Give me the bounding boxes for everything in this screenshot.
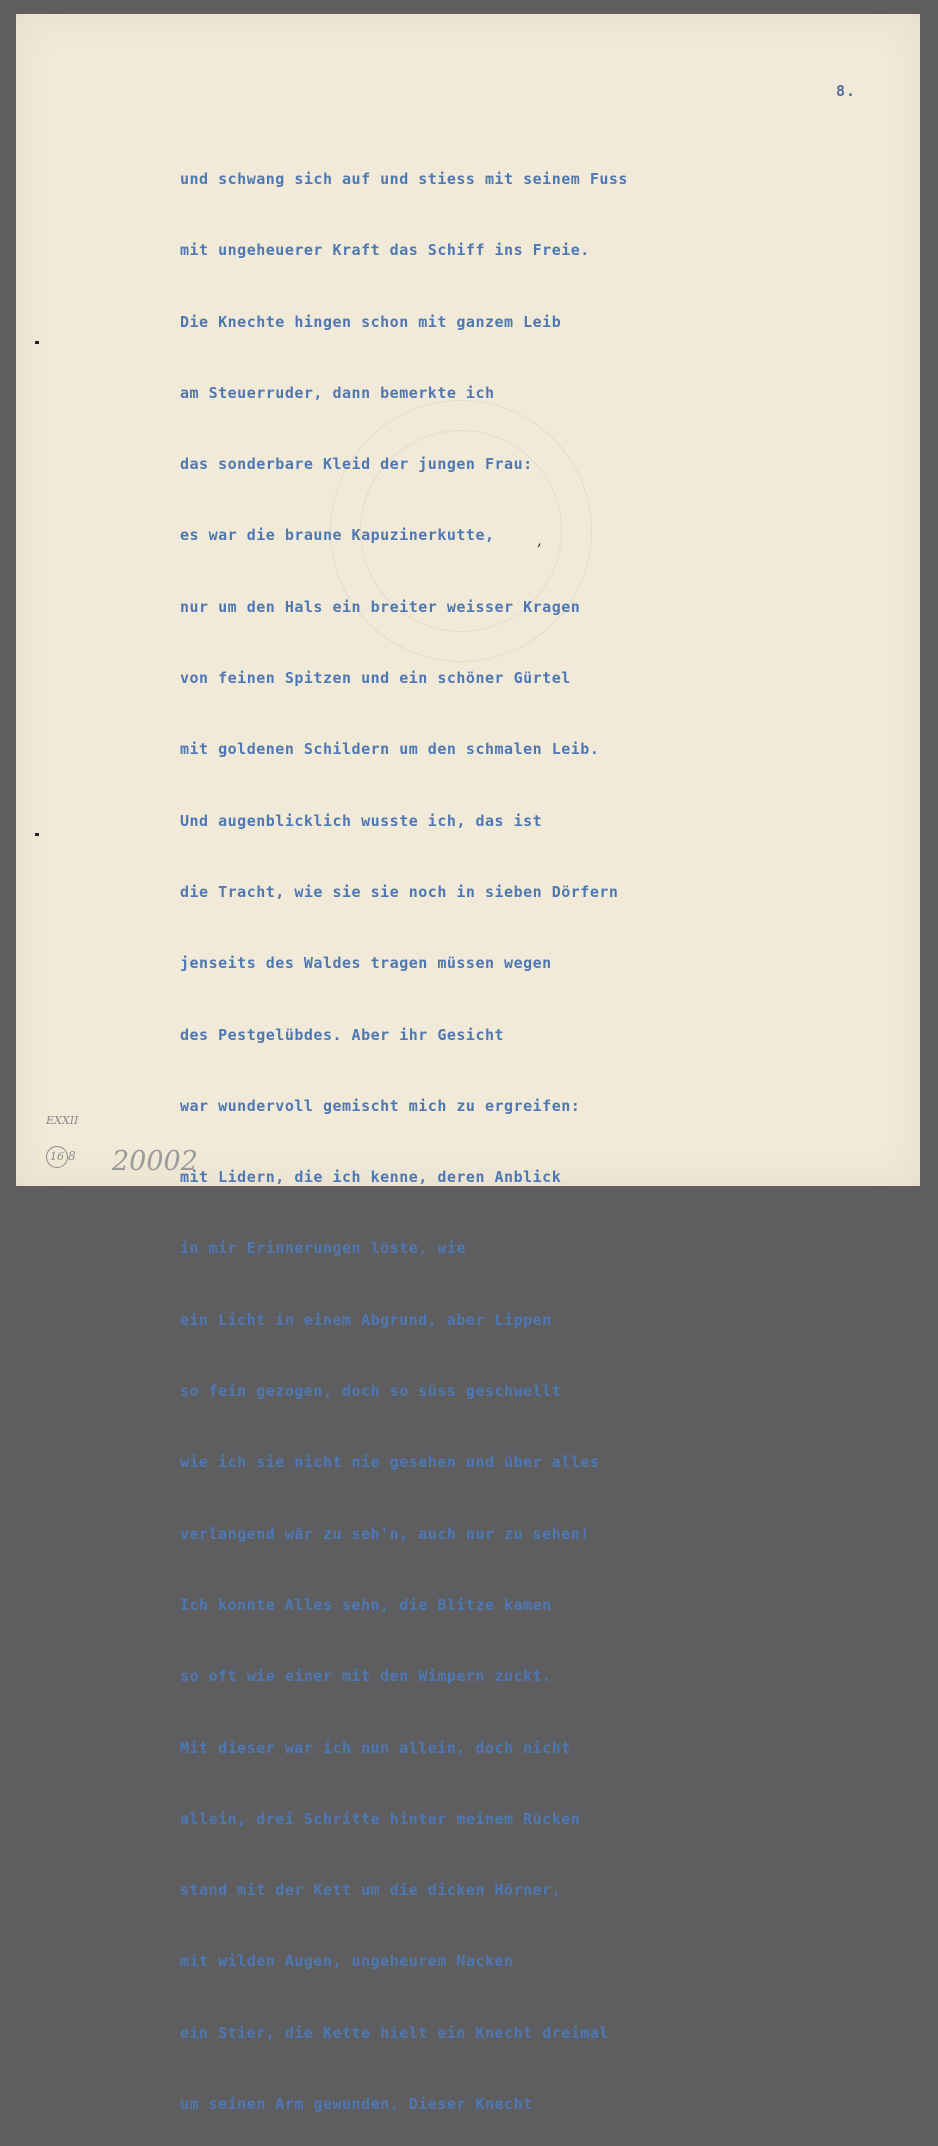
text-line: von feinen Spitzen und ein schöner Gürtel <box>180 669 571 688</box>
text-line: verlangend wär zu seh'n, auch nur zu sehen! <box>180 1524 590 1543</box>
inventory-number: 20002 <box>112 1146 198 1177</box>
handwritten-comma: , <box>537 531 542 549</box>
text-line: das sonderbare Kleid der jungen Frau: <box>180 455 533 474</box>
text-line: allein, drei Schritte hinter meinem Rücken <box>180 1809 581 1828</box>
margin-tick-mark <box>35 833 39 836</box>
typed-text-block <box>180 132 628 2146</box>
text-line: so oft wie einer mit den Wimpern zuckt. <box>180 1667 552 1686</box>
folio-suffix: 8 <box>68 1149 76 1163</box>
text-line: des Pestgelübdes. Aber ihr Gesicht <box>180 1025 505 1044</box>
text-line: so fein gezogen, doch so süss geschwellt <box>180 1382 562 1401</box>
text-line: am Steuerruder, dann bemerkte ich <box>180 383 495 402</box>
text-line: jenseits des Waldes tragen müssen wegen <box>180 954 552 973</box>
text-line: mit ungeheuerer Kraft das Schiff ins Freie. <box>180 241 590 260</box>
text-line: mit Lidern, die ich kenne, deren Anblick <box>180 1168 562 1187</box>
text-line: in mir Erinnerungen löste, wie <box>180 1239 466 1258</box>
text-line: Die Knechte hingen schon mit ganzem Leib <box>180 312 562 331</box>
text-line: und schwang sich auf und stiess mit seinem Fuss <box>180 170 628 188</box>
circled-number: 16 <box>46 1146 68 1168</box>
text-line: Ich konnte Alles sehn, die Blitze kamen <box>180 1595 552 1614</box>
margin-tick-mark <box>35 341 39 344</box>
archive-code: EXXII <box>46 1114 79 1127</box>
text-line: es war die braune Kapuzinerkutte, <box>180 526 495 545</box>
text-line: um seinen Arm gewunden. Dieser Knecht <box>180 2095 533 2114</box>
text-line: wie ich sie nicht nie gesehen und über alles <box>180 1453 600 1472</box>
archive-folio <box>46 1146 76 1168</box>
text-line: Mit dieser war ich nun allein, doch nicht <box>180 1738 571 1757</box>
text-line: mit goldenen Schildern um den schmalen Leib. <box>180 740 600 759</box>
text-line: mit wilden Augen, ungeheurem Nacken <box>180 1952 514 1971</box>
page-number: 8. <box>836 82 857 100</box>
text-line: ein Licht in einem Abgrund, aber Lippen <box>180 1310 552 1329</box>
text-line: war wundervoll gemischt mich zu ergreifen: <box>180 1096 581 1115</box>
text-line: nur um den Hals ein breiter weisser Kragen <box>180 597 581 616</box>
text-line: die Tracht, wie sie sie noch in sieben Dörfern <box>180 882 619 901</box>
text-line: stand mit der Kett um die dicken Hörner, <box>180 1881 562 1900</box>
text-line: ein Stier, die Kette hielt ein Knecht dreimal <box>180 2023 609 2042</box>
text-line: Und augenblicklich wusste ich, das ist <box>180 811 543 830</box>
